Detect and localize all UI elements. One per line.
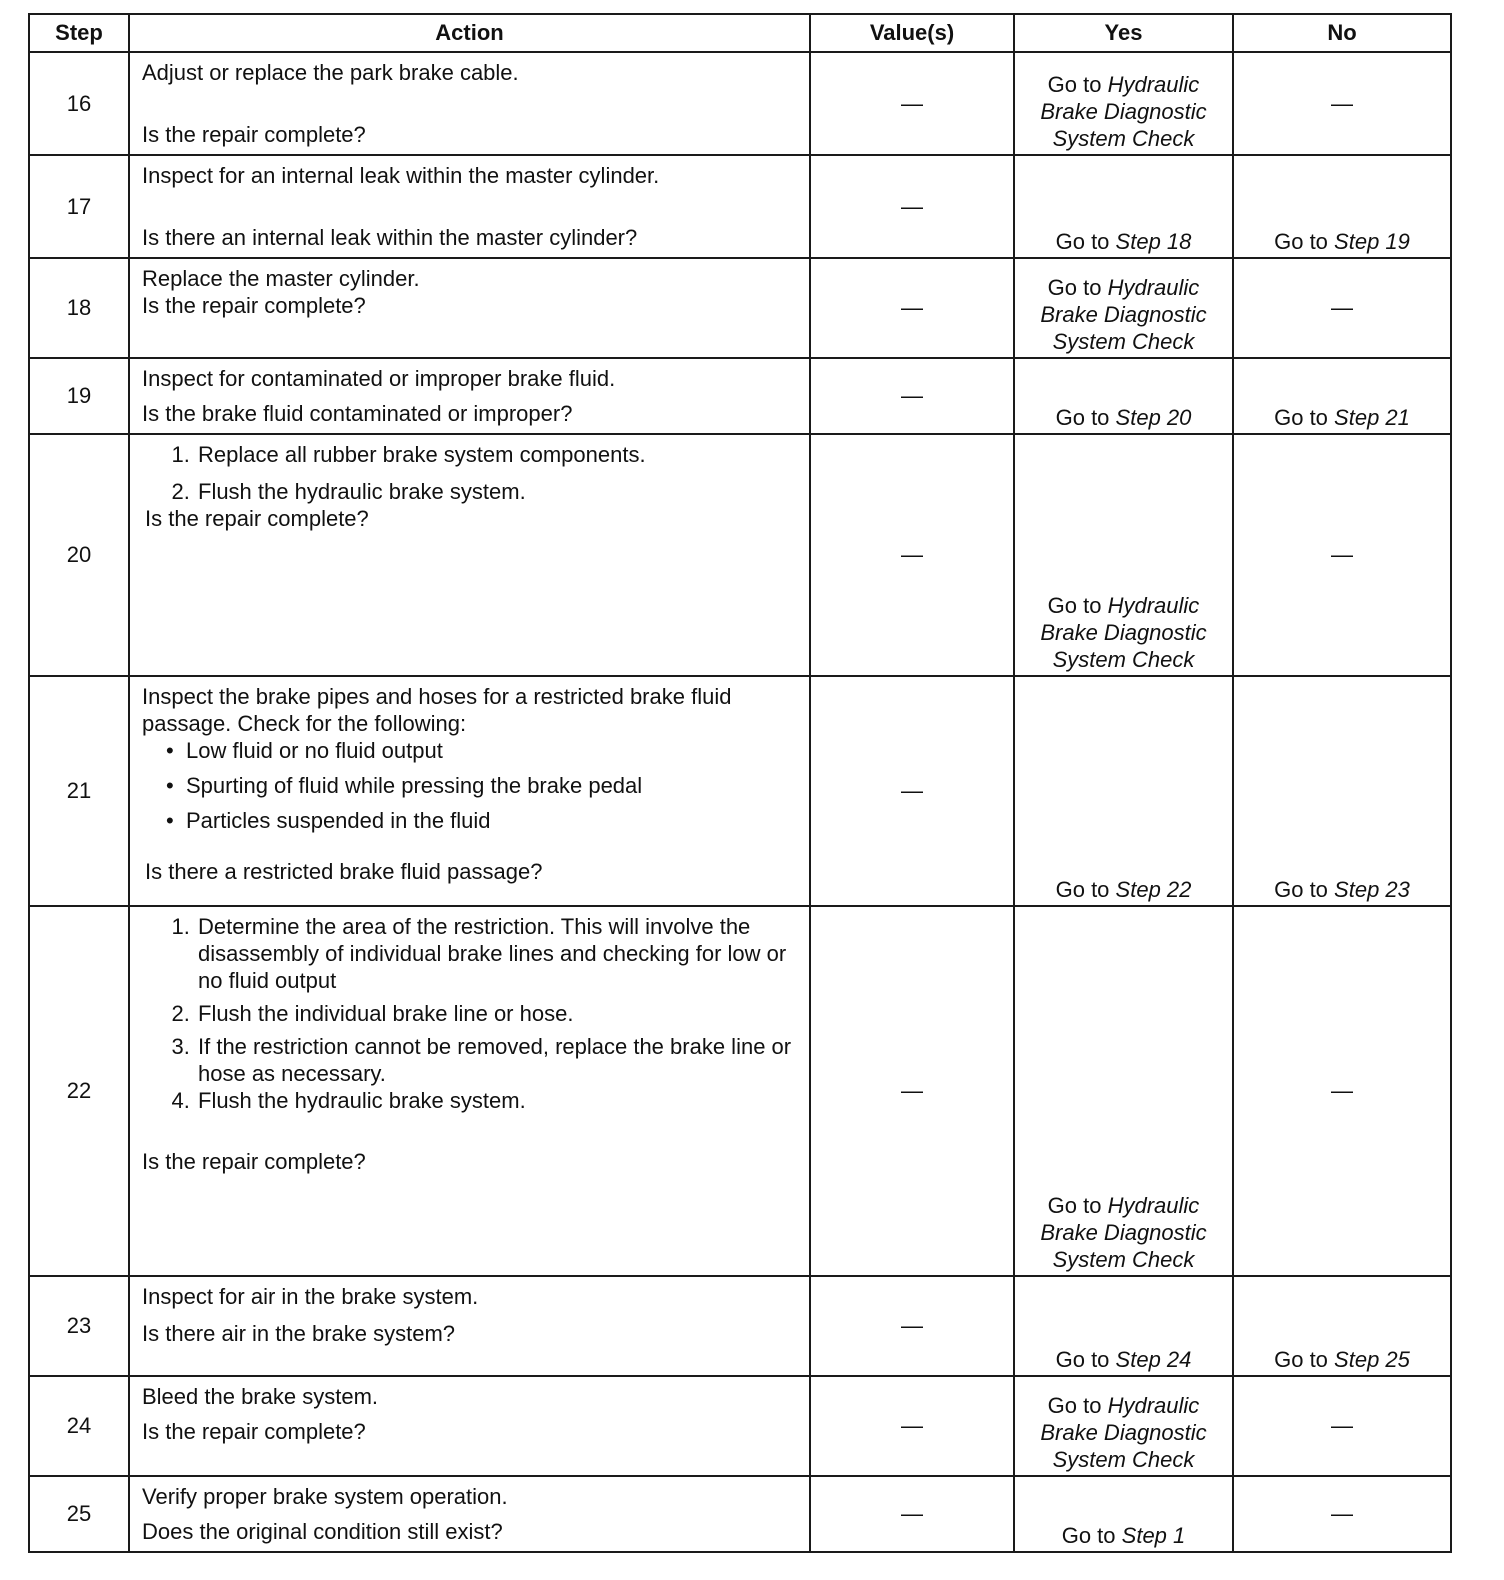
action-cell xyxy=(129,906,810,1276)
list-item: 2. Flush the hydraulic brake system. xyxy=(196,478,799,505)
question-text: Is there an internal leak within the master cylinder? xyxy=(142,225,638,250)
list-item: • Spurting of fluid while pressing the brake pedal xyxy=(186,772,799,799)
action-cell xyxy=(129,1376,810,1476)
value-cell: — xyxy=(810,434,1014,676)
step-number: 24 xyxy=(29,1376,129,1476)
header-values: Value(s) xyxy=(810,14,1014,52)
list-item: 4. Flush the hydraulic brake system. xyxy=(196,1087,796,1114)
step-row-22 xyxy=(29,906,1451,1276)
action-text: Inspect the brake pipes and hoses for a restricted brake fluid passage. Check for the following: xyxy=(142,684,732,736)
value-cell: — xyxy=(810,1476,1014,1552)
diagnostic-table xyxy=(28,13,1452,1553)
step-row-25 xyxy=(29,1476,1451,1552)
no-cell[interactable]: Go to Step 19 xyxy=(1233,155,1451,258)
no-cell[interactable]: Go to Step 25 xyxy=(1233,1276,1451,1376)
action-cell xyxy=(129,434,810,676)
action-text: Inspect for air in the brake system. xyxy=(142,1284,479,1309)
value-cell: — xyxy=(810,258,1014,358)
step-number: 18 xyxy=(29,258,129,358)
step-number: 16 xyxy=(29,52,129,155)
action-cell xyxy=(129,155,810,258)
step-row-20 xyxy=(29,434,1451,676)
header-action: Action xyxy=(129,14,810,52)
yes-cell[interactable]: Go to Step 1 xyxy=(1014,1476,1233,1552)
step-row-16 xyxy=(29,52,1451,155)
action-cell xyxy=(129,676,810,906)
no-cell: — xyxy=(1233,258,1451,358)
action-cell xyxy=(129,1476,810,1552)
action-text: Verify proper brake system operation. xyxy=(142,1484,508,1509)
header-yes: Yes xyxy=(1014,14,1233,52)
yes-cell[interactable]: Go to Hydraulic Brake Diagnostic System Check xyxy=(1014,1376,1233,1476)
step-number: 17 xyxy=(29,155,129,258)
step-row-23 xyxy=(29,1276,1451,1376)
action-cell xyxy=(129,358,810,434)
no-cell: — xyxy=(1233,906,1451,1276)
step-number: 21 xyxy=(29,676,129,906)
question-text: Is there air in the brake system? xyxy=(142,1321,456,1346)
no-cell: — xyxy=(1233,1376,1451,1476)
value-cell: — xyxy=(810,1276,1014,1376)
list-item: 1. Replace all rubber brake system components. xyxy=(196,441,799,468)
yes-cell[interactable]: Go to Hydraulic Brake Diagnostic System Check xyxy=(1014,434,1233,676)
value-cell: — xyxy=(810,52,1014,155)
question-text: Is the repair complete? xyxy=(142,1149,366,1174)
no-cell[interactable]: Go to Step 21 xyxy=(1233,358,1451,434)
question-text: Is the repair complete? xyxy=(142,293,366,318)
question-text: Is there a restricted brake fluid passage? xyxy=(145,859,543,884)
question-text: Is the repair complete? xyxy=(145,506,369,531)
list-item: 2. Flush the individual brake line or hose. xyxy=(196,1000,796,1027)
step-row-17 xyxy=(29,155,1451,258)
no-cell[interactable]: Go to Step 23 xyxy=(1233,676,1451,906)
header-row xyxy=(29,14,1451,52)
action-cell xyxy=(129,52,810,155)
value-cell: — xyxy=(810,155,1014,258)
action-cell xyxy=(129,1276,810,1376)
action-cell xyxy=(129,258,810,358)
question-text: Is the repair complete? xyxy=(142,122,366,147)
list-item: 1. Determine the area of the restriction. This will involve the disassembly of individual brake lines and checking for low or no fluid output xyxy=(196,913,796,994)
list-item: • Particles suspended in the fluid xyxy=(186,807,799,834)
question-text: Does the original condition still exist? xyxy=(142,1519,503,1544)
step-number: 25 xyxy=(29,1476,129,1552)
yes-cell[interactable]: Go to Hydraulic Brake Diagnostic System Check xyxy=(1014,906,1233,1276)
yes-cell[interactable]: Go to Step 24 xyxy=(1014,1276,1233,1376)
value-cell: — xyxy=(810,1376,1014,1476)
question-text: Is the repair complete? xyxy=(142,1419,366,1444)
action-text: Replace the master cylinder. xyxy=(142,266,420,291)
step-row-19 xyxy=(29,358,1451,434)
step-number: 22 xyxy=(29,906,129,1276)
question-text: Is the brake fluid contaminated or improper? xyxy=(142,401,573,426)
numbered-list xyxy=(142,913,796,1114)
value-cell: — xyxy=(810,358,1014,434)
value-cell: — xyxy=(810,906,1014,1276)
action-text: Adjust or replace the park brake cable. xyxy=(142,60,519,85)
list-item: • Low fluid or no fluid output xyxy=(186,737,799,764)
step-number: 20 xyxy=(29,434,129,676)
yes-cell[interactable]: Go to Step 20 xyxy=(1014,358,1233,434)
list-item: 3. If the restriction cannot be removed, replace the brake line or hose as necessary. xyxy=(196,1033,796,1087)
step-number: 19 xyxy=(29,358,129,434)
no-cell: — xyxy=(1233,1476,1451,1552)
header-no: No xyxy=(1233,14,1451,52)
bullet-list xyxy=(142,737,799,834)
step-number: 23 xyxy=(29,1276,129,1376)
action-text: Bleed the brake system. xyxy=(142,1384,379,1409)
step-row-21 xyxy=(29,676,1451,906)
step-row-18 xyxy=(29,258,1451,358)
step-row-24 xyxy=(29,1376,1451,1476)
yes-cell[interactable]: Go to Hydraulic Brake Diagnostic System Check xyxy=(1014,52,1233,155)
numbered-list xyxy=(142,441,799,505)
value-cell: — xyxy=(810,676,1014,906)
action-text: Inspect for contaminated or improper brake fluid. xyxy=(142,366,616,391)
no-cell: — xyxy=(1233,434,1451,676)
yes-cell[interactable]: Go to Hydraulic Brake Diagnostic System Check xyxy=(1014,258,1233,358)
yes-cell[interactable]: Go to Step 18 xyxy=(1014,155,1233,258)
no-cell: — xyxy=(1233,52,1451,155)
action-text: Inspect for an internal leak within the master cylinder. xyxy=(142,163,660,188)
header-step: Step xyxy=(29,14,129,52)
yes-cell[interactable]: Go to Step 22 xyxy=(1014,676,1233,906)
